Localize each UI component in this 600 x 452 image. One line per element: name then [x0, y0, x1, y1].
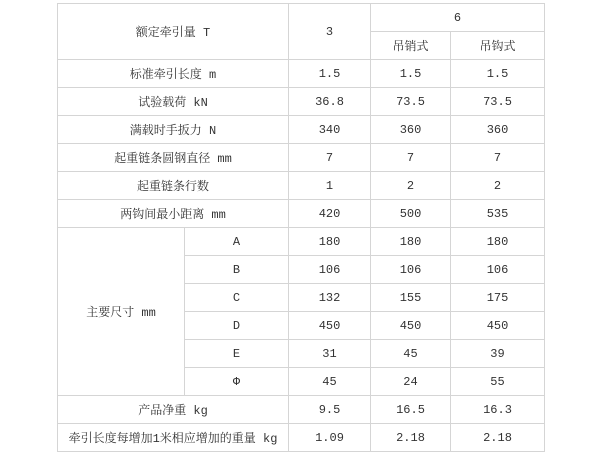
value-cell: 180 [289, 228, 371, 256]
dimension-key: C [185, 284, 289, 312]
value-cell: 39 [451, 340, 545, 368]
summary-row-label: 牵引长度每增加1米相应增加的重量 kg [58, 424, 289, 452]
value-cell: 2 [451, 172, 545, 200]
value-cell: 16.5 [371, 396, 451, 424]
value-cell: 73.5 [451, 88, 545, 116]
value-cell: 2.18 [451, 424, 545, 452]
value-cell: 450 [289, 312, 371, 340]
value-cell: 360 [451, 116, 545, 144]
header-capacity-3: 3 [289, 4, 371, 60]
value-cell: 73.5 [371, 88, 451, 116]
spec-row-label: 标准牵引长度 m [58, 60, 289, 88]
dimension-key: B [185, 256, 289, 284]
value-cell: 55 [451, 368, 545, 396]
header-rated-traction-label: 额定牵引量 T [58, 4, 289, 60]
value-cell: 180 [451, 228, 545, 256]
value-cell: 180 [371, 228, 451, 256]
value-cell: 16.3 [451, 396, 545, 424]
value-cell: 106 [451, 256, 545, 284]
dimension-key: Φ [185, 368, 289, 396]
value-cell: 7 [371, 144, 451, 172]
value-cell: 535 [451, 200, 545, 228]
spec-row-label: 试验载荷 kN [58, 88, 289, 116]
value-cell: 450 [451, 312, 545, 340]
value-cell: 1 [289, 172, 371, 200]
spec-row-hand-force [58, 116, 545, 144]
value-cell: 36.8 [289, 88, 371, 116]
value-cell: 7 [289, 144, 371, 172]
spec-row-test-load [58, 88, 545, 116]
value-cell: 45 [371, 340, 451, 368]
dimension-key: E [185, 340, 289, 368]
summary-row-weight-per-meter [58, 424, 545, 452]
header-row-1 [58, 4, 545, 32]
value-cell: 420 [289, 200, 371, 228]
dimension-row-a [58, 228, 545, 256]
spec-table [57, 3, 545, 452]
spec-row-label: 两钩间最小距离 mm [58, 200, 289, 228]
header-type-hook: 吊钩式 [451, 32, 545, 60]
value-cell: 45 [289, 368, 371, 396]
value-cell: 1.5 [371, 60, 451, 88]
spec-row-chain-diameter [58, 144, 545, 172]
value-cell: 450 [371, 312, 451, 340]
value-cell: 106 [371, 256, 451, 284]
value-cell: 1.5 [289, 60, 371, 88]
header-capacity-6: 6 [371, 4, 545, 32]
value-cell: 31 [289, 340, 371, 368]
spec-row-label: 起重链条圆钢直径 mm [58, 144, 289, 172]
value-cell: 24 [371, 368, 451, 396]
spec-row-chain-falls [58, 172, 545, 200]
value-cell: 340 [289, 116, 371, 144]
summary-row-label: 产品净重 kg [58, 396, 289, 424]
value-cell: 9.5 [289, 396, 371, 424]
value-cell: 2.18 [371, 424, 451, 452]
header-type-pin: 吊销式 [371, 32, 451, 60]
dimensions-group-label: 主要尺寸 mm [58, 228, 185, 396]
spec-row-label: 满载时手扳力 N [58, 116, 289, 144]
value-cell: 132 [289, 284, 371, 312]
dimension-key: A [185, 228, 289, 256]
value-cell: 1.5 [451, 60, 545, 88]
value-cell: 500 [371, 200, 451, 228]
value-cell: 1.09 [289, 424, 371, 452]
summary-row-net-weight [58, 396, 545, 424]
value-cell: 7 [451, 144, 545, 172]
spec-row-label: 起重链条行数 [58, 172, 289, 200]
value-cell: 175 [451, 284, 545, 312]
dimension-key: D [185, 312, 289, 340]
value-cell: 106 [289, 256, 371, 284]
value-cell: 2 [371, 172, 451, 200]
value-cell: 155 [371, 284, 451, 312]
value-cell: 360 [371, 116, 451, 144]
spec-row-min-hook-distance [58, 200, 545, 228]
spec-row-standard-length [58, 60, 545, 88]
